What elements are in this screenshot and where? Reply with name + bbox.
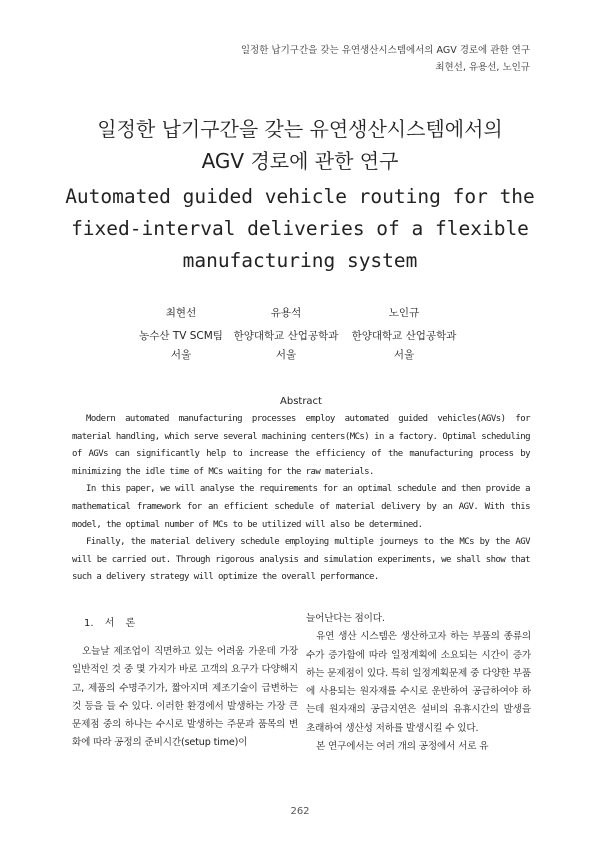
title-korean-line-1: 일정한 납기구간을 갖는 유연생산시스템에서의	[97, 117, 503, 141]
abstract-paragraph: In this paper, we will analyse the requirements for an optimal schedule and then provide a mathematical framework for an efficient schedule of material delivery by an AGV. With this model, the optimal number of MCs to be utilized will also be determined.	[72, 484, 530, 530]
body-paragraph: 유연 생산 시스템은 생산하고자 하는 부품의 종류의 수가 증가함에 따라 일정계획에 소요되는 시간이 증가하는 문제점이 있다. 특히 일정계획문제 중 다양한 부품에 사용되는 원자재를 수시로 운반하여 공급하여야 하는데 원자재의 공급지연은 설비의 유휴시간의 발생을 초래하여 생산성 저하를 발생시킬 수 있다.	[306, 631, 531, 734]
body-paragraph: 오늘날 제조업이 직면하고 있는 어려움 가운데 가장 일반적인 것 중 몇 가지가 바로 고객의 요구가 다양해지고, 제품의 수명주기가, 짧아지며 제조기술이 급변하는 것 등을 들 수 있다. 이러한 환경에서 발생하는 가장 큰 문제점 중의 하나는 수시로 발생하는 주문과 품목의 변화에 따라 공정의 준비시간(setup time)이	[72, 646, 298, 749]
abstract	[72, 393, 530, 587]
author-affiliation: 농수산 TV SCM팀	[139, 330, 223, 342]
abstract-paragraph: Finally, the material delivery schedule employing multiple journeys to the MCs by the AGV will be carried out. Through rigorous analysis and simulation experiments, we shall show that such a delivery strategy will optimize the overall performance.	[72, 537, 530, 583]
body-column-right	[306, 610, 531, 756]
title-english-line-1: Automated guided vehicle routing for the	[65, 185, 535, 208]
abstract-heading: Abstract	[280, 396, 322, 407]
body-column-left	[72, 615, 298, 753]
section-heading: 1. 서 론	[84, 618, 136, 629]
title-english	[0, 181, 600, 277]
title-english-line-2: fixed-interval deliveries of a flexible	[71, 217, 529, 240]
body-paragraph: 본 연구에서는 여러 개의 공정에서 서로 유	[316, 741, 489, 753]
author-location: 서울	[170, 349, 192, 361]
title-english-line-3: manufacturing system	[182, 249, 418, 272]
author-name: 노인규	[388, 307, 420, 319]
author-location: 서울	[275, 349, 297, 361]
running-head-title: 일정한 납기구간을 갖는 유연생산시스템에서의 AGV 경로에 관한 연구	[240, 45, 530, 56]
author-block	[329, 304, 479, 365]
author-affiliation: 한양대학교 산업공학과	[351, 330, 457, 342]
author-location: 서울	[393, 349, 415, 361]
author-affiliation: 한양대학교 산업공학과	[233, 330, 339, 342]
body-paragraph: 늘어난다는 점이다.	[306, 613, 385, 624]
running-head	[241, 42, 530, 76]
title-korean-line-2: AGV 경로에 관한 연구	[201, 149, 399, 173]
author-name: 유용석	[270, 307, 302, 319]
running-head-authors: 최현선, 유용선, 노인규	[435, 62, 530, 73]
page-number: 262	[290, 806, 310, 817]
author-name: 최현선	[165, 307, 197, 319]
paper-title	[0, 113, 600, 277]
abstract-paragraph: Modern automated manufacturing processes employ automated guided vehicles(AGVs) for material handling, which serve several machining centers(MCs) in a factory. Optimal scheduling of AGVs can significantly help to increase the efficiency of the manufacturing process by minimizing the idle time of MCs waiting for the raw materials.	[72, 414, 530, 477]
